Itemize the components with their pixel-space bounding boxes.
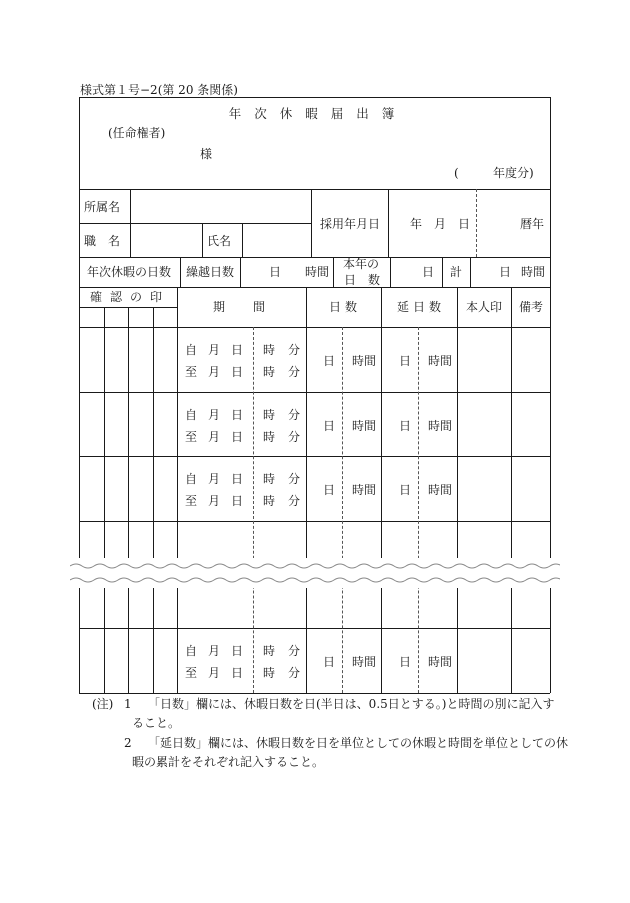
entry-to-day-unit: 日 <box>230 430 244 444</box>
entry-days-day-unit: 日 <box>322 655 336 669</box>
entry-from-minute-unit: 分 <box>287 644 301 658</box>
rule-hire-label-right <box>388 189 389 257</box>
entry-to-label: 至 <box>184 494 198 508</box>
rule-column-header-bottom <box>79 327 550 328</box>
rule-row1-bottom <box>79 392 550 393</box>
appointer-label: (任命権者) <box>108 126 166 140</box>
rule-calendar-dashed <box>476 189 477 257</box>
entry-from-label: 自 <box>184 343 198 357</box>
entry-total-day-unit: 日 <box>398 655 412 669</box>
entry-total-hour-unit: 時間 <box>427 419 453 433</box>
fiscal-year-label: 年度分) <box>493 166 534 180</box>
entry-total-hour-unit: 時間 <box>427 483 453 497</box>
entry-to-label: 至 <box>184 666 198 680</box>
entry-to-label: 至 <box>184 430 198 444</box>
entry-total-hour-unit: 時間 <box>427 655 453 669</box>
table-border-left <box>79 97 80 693</box>
rule-days-2 <box>240 257 241 287</box>
entry-to-day-unit: 日 <box>230 494 244 508</box>
this-year-label-bottom: 日 数 <box>343 273 381 287</box>
entry-days-hour-unit: 時間 <box>351 354 377 368</box>
name-label: 氏名 <box>207 234 232 248</box>
table-border-right <box>550 97 551 693</box>
entry-from-minute-unit: 分 <box>287 343 301 357</box>
position-label: 職 名 <box>84 234 121 248</box>
remarks-header: 備考 <box>518 300 544 314</box>
rule-header-bottom <box>79 189 550 190</box>
rule-affiliation-bottom <box>79 223 311 224</box>
hire-month-unit: 月 <box>433 217 447 231</box>
period-header: 期 間 <box>212 300 274 314</box>
carryover-label: 繰越日数 <box>185 265 235 279</box>
rule-seal-col-2 <box>128 307 129 693</box>
table-break <box>70 558 560 588</box>
note2-line1: 「延日数」欄には、休暇日数を日を単位としての休暇と時間を単位としての休 <box>148 736 569 750</box>
entry-to-label: 至 <box>184 365 198 379</box>
entry-total-day-unit: 日 <box>398 419 412 433</box>
entry-days-day-unit: 日 <box>322 419 336 433</box>
entry-days-hour-unit: 時間 <box>351 483 377 497</box>
entry-total-day-unit: 日 <box>398 483 412 497</box>
note2-line2: 暇の累計をそれぞれ記入すること。 <box>132 755 325 769</box>
entry-from-month-unit: 月 <box>207 408 221 422</box>
entry-from-day-unit: 日 <box>230 408 244 422</box>
note1-line1: 「日数」欄には、休暇日数を日(半日は、0.5日とする。)と時間の別に記入す <box>148 697 555 711</box>
entry-from-day-unit: 日 <box>230 472 244 486</box>
entry-to-day-unit: 日 <box>230 666 244 680</box>
entry-from-day-unit: 日 <box>230 644 244 658</box>
entry-to-minute-unit: 分 <box>287 365 301 379</box>
entry-to-hour-unit: 時 <box>262 494 276 508</box>
note1-number: 1 <box>124 697 132 711</box>
affiliation-label: 所属名 <box>84 200 121 214</box>
rule-row5-top <box>79 628 550 629</box>
entry-to-day-unit: 日 <box>230 365 244 379</box>
confirm-seal-header: 確認の印 <box>89 290 171 304</box>
rule-info-bottom <box>79 257 550 258</box>
days-count-header: 日数 <box>328 300 362 314</box>
calendar-year-label: 暦年 <box>519 217 545 231</box>
entry-from-hour-unit: 時 <box>262 408 276 422</box>
rule-row3-bottom <box>79 521 550 522</box>
rule-name-label-right <box>242 223 243 257</box>
entry-days-day-unit: 日 <box>322 483 336 497</box>
sama-label: 様 <box>200 147 213 161</box>
rule-seal-col-1 <box>104 307 105 693</box>
rule-days-4 <box>390 257 391 287</box>
carryover-hour-unit: 時間 <box>304 265 330 279</box>
entry-to-hour-unit: 時 <box>262 430 276 444</box>
entry-to-minute-unit: 分 <box>287 666 301 680</box>
entry-total-hour-unit: 時間 <box>427 354 453 368</box>
entry-from-day-unit: 日 <box>230 343 244 357</box>
carryover-day-unit: 日 <box>268 265 282 279</box>
total-hour-unit: 時間 <box>520 265 546 279</box>
total-label: 計 <box>449 265 463 279</box>
notes-prefix: (注) <box>92 697 114 711</box>
note1-line2: ること。 <box>132 716 181 730</box>
rule-days-6 <box>470 257 471 287</box>
entry-to-minute-unit: 分 <box>287 430 301 444</box>
hire-year-unit: 年 <box>409 217 423 231</box>
document-title: 年次休暇届出簿 <box>228 106 408 121</box>
table-border-top <box>79 97 550 98</box>
rule-total-left <box>381 287 382 693</box>
break-wave-icon <box>70 558 560 588</box>
total-days-header: 延日数 <box>396 300 446 314</box>
rule-period-dashed <box>253 327 254 693</box>
entry-from-hour-unit: 時 <box>262 343 276 357</box>
entry-days-hour-unit: 時間 <box>351 419 377 433</box>
this-year-day-unit: 日 <box>421 265 435 279</box>
entry-days-day-unit: 日 <box>322 354 336 368</box>
entry-from-hour-unit: 時 <box>262 644 276 658</box>
hire-day-unit: 日 <box>457 217 471 231</box>
fiscal-open-paren: ( <box>454 166 459 180</box>
entry-to-hour-unit: 時 <box>262 666 276 680</box>
entry-to-hour-unit: 時 <box>262 365 276 379</box>
this-year-label-top: 本年の <box>342 257 380 271</box>
rule-name-label-left <box>202 223 203 257</box>
rule-days-3 <box>333 257 334 287</box>
rule-days-bottom <box>79 287 550 288</box>
rule-days-1 <box>180 257 181 287</box>
self-seal-header: 本人印 <box>465 300 503 314</box>
entry-from-minute-unit: 分 <box>287 408 301 422</box>
entry-to-month-unit: 月 <box>207 430 221 444</box>
entry-from-month-unit: 月 <box>207 343 221 357</box>
rule-days-5 <box>442 257 443 287</box>
entry-to-minute-unit: 分 <box>287 494 301 508</box>
rule-period-left <box>177 287 178 693</box>
entry-from-label: 自 <box>184 644 198 658</box>
rule-hire-label-left <box>311 189 312 257</box>
entry-to-month-unit: 月 <box>207 494 221 508</box>
entry-total-day-unit: 日 <box>398 354 412 368</box>
rule-seal-col-3 <box>153 307 154 693</box>
entry-from-month-unit: 月 <box>207 472 221 486</box>
rule-remarks-left <box>511 287 512 693</box>
entry-from-month-unit: 月 <box>207 644 221 658</box>
entry-from-label: 自 <box>184 408 198 422</box>
total-day-unit: 日 <box>498 265 512 279</box>
note2-number: 2 <box>124 736 132 750</box>
rule-info-label-col <box>130 189 131 257</box>
rule-total-dashed <box>418 327 419 693</box>
annual-days-label: 年次休暇の日数 <box>86 265 172 279</box>
entry-from-minute-unit: 分 <box>287 472 301 486</box>
rule-self-seal-left <box>457 287 458 693</box>
entry-to-month-unit: 月 <box>207 365 221 379</box>
entry-from-label: 自 <box>184 472 198 486</box>
rule-row2-bottom <box>79 456 550 457</box>
entry-to-month-unit: 月 <box>207 666 221 680</box>
rule-days-dashed <box>342 327 343 693</box>
form-number-label: 様式第１号−2(第 20 条関係) <box>80 83 238 97</box>
rule-days-left <box>306 287 307 693</box>
entry-from-hour-unit: 時 <box>262 472 276 486</box>
entry-days-hour-unit: 時間 <box>351 655 377 669</box>
hire-date-label: 採用年月日 <box>319 217 381 231</box>
